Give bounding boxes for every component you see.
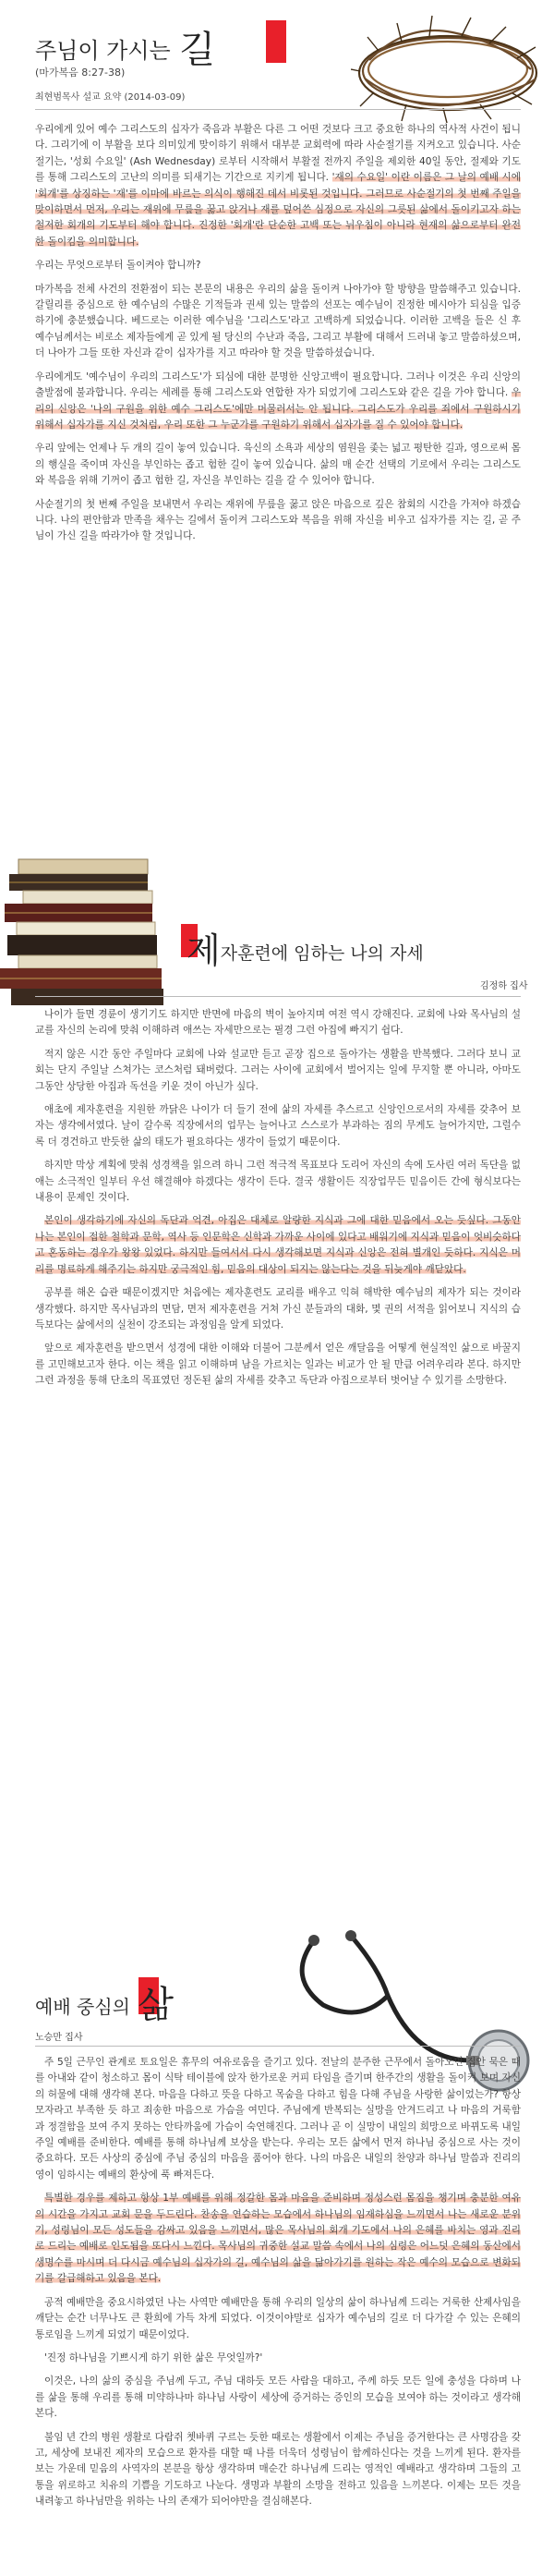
books-stack-icon bbox=[0, 850, 171, 1016]
paragraph: '진정 하나님을 기쁘시게 하기 위한 삶은 무엇일까?' bbox=[44, 2351, 263, 2363]
paragraph: 나이가 들면 경륜이 생기기도 하지만 반면에 마음의 벽이 높아지며 여전 역시 강해진다. 교회에 나와 목사님의 설교를 자신의 논리에 맞춰 이해하려 애쓰는 자세만으로는 필경 그런 아집에 빠지기 쉽다. bbox=[35, 1009, 521, 1037]
author-name: 노승만 집사 bbox=[35, 2033, 83, 2043]
worship-life-section bbox=[0, 1913, 554, 2576]
paragraph: 애초에 제자훈련을 지원한 까닭은 나이가 더 들기 전에 삶의 자세를 추스르고 신앙인으로서의 자세를 갖추어 보자는 생각에서였다. 날이 갈수록 직장에서의 업무는 늘어나고 스스로가 부과하는 짐의 무게도 늘어가지만, 그럴수록 더 경건하고 반듯한 삶의 태도가 필요하다는 생각이 들었기 때문이다. bbox=[35, 1104, 521, 1148]
sermon-body bbox=[35, 122, 521, 553]
article-title: 예배 중심의 삶 bbox=[35, 1984, 174, 2026]
paragraph: 마가복음 전체 사건의 전환점이 되는 본문의 내용은 우리의 삶을 돌이켜 나아가야 할 방향을 말씀해주고 있습니다. 갈릴리를 중심으로 한 예수님의 수많은 기적들과 권세 있는 말씀의 선포는 예수님이 진정한 메시아가 되심을 입증하기에 충분했습니다. 베드로는 이러한 예수님을 '그리스도'라고 고백하게 되었습니다. 이러한 고백을 들은 신 후 예수님께서는 비로소 제자들에게 곧 있게 될 당신의 수난과 죽음, 그리고 부활에 대해서 드러내 놓고 말씀하셨으며, 더 나아가 그들 또한 자신과 같이 십자가를 지고 따라야 할 것을 말씀하셨습니다. bbox=[35, 283, 521, 359]
paragraph: 주 5일 근무인 관계로 토요일은 휴무의 여유로움을 즐기고 있다. 전날의 분주한 근무에서 돌아오면 집안 묵은 때를 아내와 같이 청소하고 몸이 식탁 테이블에 앉자 한가로운 커피 타임을 즐기며 한주간의 생활을 돌이켜 보며 자신의 허물에 대해 생각해 본다. 마음을 다하고 뜻을 다하고 목숨을 다하고 힘을 다해 주님을 사랑한 삶이었는가? 항상 모자라고 부족한 듯 하고 죄송한 마음으로 가슴을 여민다. 주님에게 반복되는 실망을 안겨드리고 나 마음의 거룩함과 정결함을 보여 주지 못하는 안타까움에 가슴이 숙연해진다. 그러나 곧 이 실망이 내일의 희망으로 바뀌도록 내일 주일 예배를 준비한다. 예배를 통해 하나님께 보상을 받는다. 우리는 모든 삶에서 먼저 하나님 중심으로 사는 것이 중요하다. 모든 사상의 중심에 주님 중심의 마음을 품어야 한다. 나의 마음은 내일의 찬양과 하나님 말씀과 진리의 영이 임하시는 예배의 환상에 푹 빠져든다. bbox=[35, 2057, 521, 2181]
paragraph: 앞으로 제자훈련을 받으면서 성경에 대한 이해와 더불어 그분께서 얻은 깨달음을 어떻게 현실적인 삶으로 바꿀지를 고민해보고자 한다. 이는 책을 읽고 이해하며 남을 가르치는 일과는 비교가 안 될 만큼 어려우리라 본다. 하지만 그런 과정을 통해 단초의 목표였던 정돈된 삶의 자세를 갖추고 독단과 아집으로부터 벗어날 수 있기를 소망한다. bbox=[35, 1343, 521, 1387]
divider bbox=[35, 2046, 521, 2047]
paragraph: 이것은, 나의 삶의 중심을 주님께 두고, 주님 대하듯 모든 사람을 대하고, 주께 하듯 모든 일에 충성을 다하며 나를 삶을 통해 우리를 통해 미약하나마 하나님 사랑이 세상에 증거하는 증인의 모습을 보여야 하는 것이라고 생각해본다. bbox=[35, 2376, 521, 2420]
paragraph: 우리 앞에는 언제나 두 개의 길이 놓여 있습니다. 육신의 소욕과 세상의 염원을 좇는 넓고 평탄한 길과, 영으로써 몸의 행실을 죽이며 자신을 부인하는 좁고 험한 길이 놓여 있습니다. 삶의 매 순간 선택의 기로에서 우리는 그리스도와 복음을 위해 기꺼이 좁고 험한 길, 자신을 부인하는 길을 갈 수 있어야 합니다. bbox=[35, 443, 521, 487]
scripture-reference: (마가복음 8:27-38) bbox=[35, 67, 126, 79]
article-title: 제자훈련에 임하는 나의 자세 bbox=[187, 930, 424, 971]
article-body bbox=[35, 2055, 521, 2518]
sermon-title: 주님이 가시는 길 bbox=[35, 29, 216, 71]
divider bbox=[35, 109, 521, 110]
paragraph: 사순절기의 첫 번째 주일을 보내면서 우리는 재위에 무릎을 꿇고 앉은 마음으로 깊은 참회의 시간을 가져야 하겠습니다. 나의 편안함과 만족을 채우는 길에서 돌이켜 그리스도와 복음을 위해 자신을 비우고 십자가를 지는 길, 곧 주님이 가신 길을 따라가야 할 것입니다. bbox=[35, 498, 521, 542]
paragraph: 특별한 경우를 제하고 항상 1부 예배를 위해 정갈한 몸과 마음을 준비하며 정성스런 몸짐을 챙기며 충분한 여유의 시간을 가지고 교회 문을 두드린다. 찬송을 연습하는 모습에서 하나님의 임재하심을 느끼면서 나는 새로운 분위기, 성령님이 모든 성도들을 감싸고 있음을 느끼면서, 많은 목사님의 회개 기도에서 나의 은혜를 바치는 영과 진리로 드리는 예배로 인도됨을 또다시 느낀다. 목사님의 귀중한 설교 말씀 속에서 나의 심령은 어느덧 은혜의 동산에서 생명수를 마시며 더 다시금 예수님의 십자가의 길, 예수님의 삶을 닮아가기를 원하는 작은 예수의 모습으로 변화되기를 갈급해하고 있음을 본다. bbox=[35, 2193, 521, 2285]
paragraph: 우리에게도 '예수님이 우리의 그리스도'가 되심에 대한 분명한 신앙고백이 필요합니다. 그러나 이것은 우리 신앙의 출발점에 불과합니다. 우리는 세례를 통해 그리스도와 연합한 자가 되었기에 그리스도와 같은 길을 가야 합니다. 우리의 신앙은 '나의 구원을 위한 예수 그리스도'에만 머물러서는 안 됩니다. 그리스도가 우리를 죄에서 구원하시기 위해서 십자가를 지신 것처럼, 우리 또한 그 누군가를 구원하기 위해서 십자가를 질 수 있어야 합니다. bbox=[35, 371, 521, 431]
paragraph: 적지 않은 시간 동안 주일마다 교회에 나와 설교만 듣고 곧장 집으로 돌아가는 생활을 반복했다. 그러다 보니 교회는 단지 주일날 스쳐가는 코스처럼 돼버렸다. 그러는 사이에 교회에서 벌어지는 일에 무지할 뿐 아니라, 아마도 그동안 상당한 아집과 독선을 키운 것이 아닌가 싶다. bbox=[35, 1048, 521, 1092]
paragraph: 공부를 해온 습관 때문이겠지만 처음에는 제자훈련도 교리를 배우고 익혀 해박한 예수님의 제자가 되는 것이라 생각했다. 하지만 목사님과의 면담, 면저 제자훈련을 거쳐 가신 분들과의 대화, 몇 권의 서적을 읽어보니 지식의 습득보다는 삶에서의 실천이 강조되는 과정임을 알게 되었다. bbox=[35, 1287, 521, 1331]
crown-of-thorns-icon bbox=[351, 5, 545, 125]
disciple-training-section bbox=[0, 832, 554, 1903]
article-body bbox=[35, 1007, 521, 1397]
paragraph: 우리는 무엇으로부터 돌이켜야 합니까? bbox=[35, 260, 201, 272]
paragraph: 불임 년 간의 병원 생활로 다람쥐 쳇바퀴 구르는 듯한 때로는 생활에서 이제는 주님을 증거한다는 큰 사명감을 갖고, 세상에 보내진 제자의 모습으로 환자를 대할 때 나를 더욱더 성령님이 함께하신다는 것을 느끼게 된다. 환자를 보는 가운데 믿음의 사역자의 본분을 항상 생각하며 매순간 하나님께 드리는 영적인 예배라고 생각하며 그들의 고통을 위로하고 치유의 기쁨을 기도하고 나눈다. 생명과 부활의 소망을 전하고 있음을 느끼본다. 이제는 모든 것을 내려놓고 하나님만을 위하는 나의 존재가 되어야만을 결심해본다. bbox=[35, 2431, 521, 2508]
sermon-meta: 최현범목사 설교 요약 (2014-03-09) bbox=[35, 92, 186, 103]
paragraph: 하지만 막상 계획에 맞춰 성경책을 읽으려 하니 그런 적극적 목표보다 도리어 자신의 속에 도사린 여러 독단을 없애는 소극적인 일부터 우선 해결해야 하겠다는 생각이 든다. 결국 생활이든 직장업무든 믿음이든 간에 형식보다는 내용이 문제인 것이다. bbox=[35, 1160, 521, 1204]
sermon-section bbox=[0, 0, 554, 785]
title-accent-box bbox=[266, 20, 286, 63]
paragraph: 우리에게 있어 예수 그리스도의 십자가 죽음과 부활은 다른 그 어떤 것보다 크고 중요한 하나의 역사적 사건이 됩니다. 그리기에 이 부활을 보다 의미있게 맞이하기 위해서 대부분 교회력에 따라 사순절기를 지켜오고 있습니다. 사순절기는, '성회 수요일' (Ash Wednesday) 로부터 시작해서 부활절 전까지 주일을 제외한 40일 동안, 절제와 기도를 통해 그리스도의 고난의 의미를 되새기는 기간으로 지키게 됩니다. '재의 수요일' 이란 이름은 그 날의 예배 시에 '회개'를 상징하는 '재'를 이마에 바르는 의식이 행해진 데서 비롯된 것입니다. 그러므로 사순절기의 첫 번째 주일을 맞이하면서 먼저, 우리는 재위에 무릎을 꿇고 앉거나 재를 덮어쓴 심정으로 자신의 그릇된 삶에서 돌이키고자 하는 철저한 회개의 기도부터 해야 합니다. 진정한 '회개'란 단순한 고백 또는 뉘우침이 아니라 현재의 삶으로부터 완전한 돌이킴을 의미합니다. bbox=[35, 124, 521, 248]
divider bbox=[35, 996, 521, 997]
author-name: 김정하 집사 bbox=[480, 981, 528, 991]
paragraph: 공적 예배만을 중요시하였던 나는 사역만 예배만을 통해 우리의 일상의 삶이 하나님께 드리는 거룩한 산제사임을 깨닫는 순간 너무나도 큰 환희에 가득 차게 되었다. 이것이야말로 십자가 예수님의 길로 더 다가갈 수 있는 은혜의 통로임을 느끼게 되었기 때문이었다. bbox=[35, 2296, 521, 2340]
paragraph: 본인이 생각하기에 자신의 독단과 억견, 아집은 대체로 알량한 지식과 그에 대한 믿음에서 오는 듯싶다. 그동안 나는 본인이 접한 철학과 문학, 역사 등 인문학은 신학과 가까운 사이에 있다고 배워기에 지식과 믿음이 엇비슷하다고 혼동하는 경우가 왕왕 있었다. 하지만 들여서서 다시 생각해보면 지식과 신앙은 전혀 별개인 듯하다. 지식은 머리를 명료하게 해주기는 하지만 궁극적인 힘, 믿음의 대상이 되지는 않는다는 것을 뒤늦게야 깨닫았다. bbox=[35, 1215, 521, 1275]
